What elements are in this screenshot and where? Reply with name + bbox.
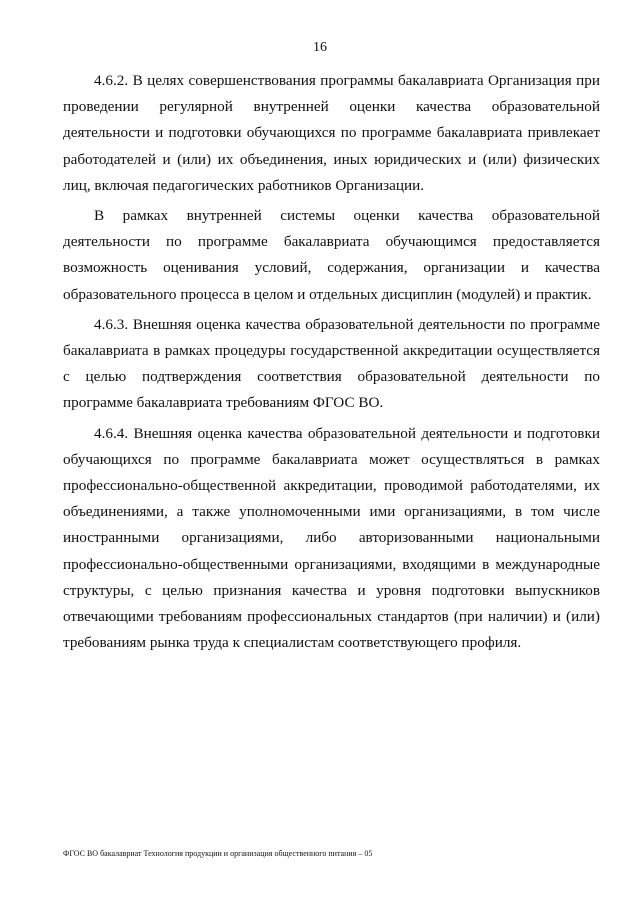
paragraph-4-6-3: 4.6.3. Внешняя оценка качества образовательной деятельности по программе бакалавриата в рамках процедуры государственной аккредитации осуществляется с целью подтверждения соответствия образовательной деятельности по программе бакалавриата требованиям ФГОС ВО. [63, 315, 600, 412]
page-number: 16 [313, 40, 327, 55]
page-footer: ФГОС ВО бакалавриат Технология продукции и организация общественного питания – 05 [63, 849, 373, 858]
document-body [63, 68, 600, 660]
paragraph-4-6-2: 4.6.2. В целях совершенствования программы бакалавриата Организация при проведении регулярной внутренней оценки качества образовательной деятельности и подготовки обучающихся по программе бакалавриата привлекает работодателей и (или) их объединения, иных юридических и (или) физических лиц, включая педагогических работников Организации. [63, 72, 600, 194]
paragraph-internal-assessment: В рамках внутренней системы оценки качества образовательной деятельности по программе бакалавриата обучающимся предоставляется возможность оценивания условий, содержания, организации и качества образовательного процесса в целом и отдельных дисциплин (модулей) и практик. [63, 207, 600, 303]
paragraph-4-6-4: 4.6.4. Внешняя оценка качества образовательной деятельности и подготовки обучающихся по программе бакалавриата может осуществляться в рамках профессионально-общественной аккредитации, проводимой работодателями, их объединениями, а также уполномоченными ими организациями, в том числе иностранными организациями, либо авторизованными национальными профессионально-общественными организациями, входящими в международные структуры, с целью признания качества и уровня подготовки выпускников отвечающими требованиям профессиональных стандартов (при наличии) и (или) требованиям рынка труда к специалистам соответствующего профиля. [63, 424, 600, 652]
